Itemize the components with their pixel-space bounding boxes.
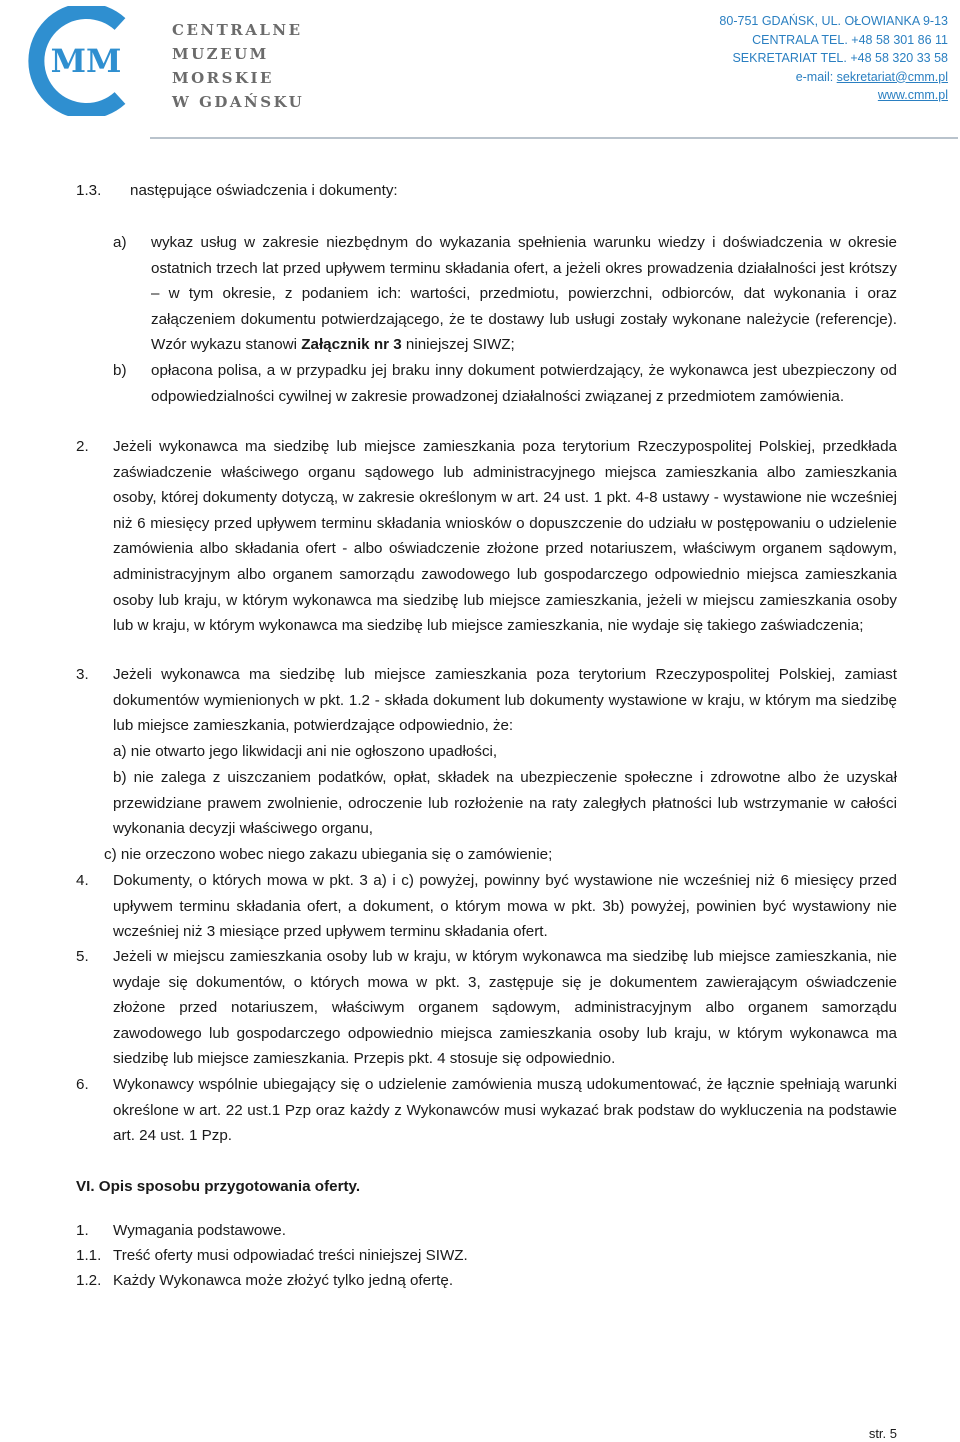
central-phone: CENTRALA TEL. +48 58 301 86 11 <box>752 32 948 47</box>
vi-item-1-text: Wymagania podstawowe. <box>113 1222 286 1239</box>
website-link[interactable]: www.cmm.pl <box>877 88 948 102</box>
address: 80-751 GDAŃSK, UL. OŁOWIANKA 9-13 <box>719 14 948 28</box>
vi-item-1-1-text: Treść oferty musi odpowiadać treści niniejszej SIWZ. <box>113 1247 468 1264</box>
header-divider <box>150 137 958 139</box>
vi-item-1-2-number: 1.2. <box>76 1272 102 1289</box>
point-3-text: Jeżeli wykonawca ma siedzibę lub miejsce zamieszkania poza terytorium Rzeczypospolitej Polskiej, zamiast dokumentów wymienionych w pkt. 1.2 - składa dokument lub dokumenty wystawione w kraju, w którym ma siedzibę lub miejsce zamieszkania, potwierdzające odpowiednio, że: <box>113 666 897 735</box>
point-6-label: 6. <box>76 1076 89 1093</box>
logo-letters: MM <box>50 42 122 80</box>
point-3-sub-c: c) nie orzeczono wobec niego zakazu ubiegania się o zamówienie; <box>104 846 553 863</box>
secretariat-phone: SEKRETARIAT TEL. +48 58 320 33 58 <box>732 51 948 65</box>
point-4-text: Dokumenty, o których mowa w pkt. 3 a) i c) powyżej, powinny być wystawione nie wcześniej niż 6 miesięcy przed upływem terminu składania ofert, a dokument, o którym mowa w pkt. 3b) powyżej, powinien być wystawiony nie wcześniej niż 3 miesiące przed upływem terminu składania ofert. <box>113 872 897 941</box>
item-a-text-part2: niniejszej SIWZ; <box>401 336 515 354</box>
museum-name-line-4: W GDAŃSKU <box>172 93 305 111</box>
cmm-logo-icon <box>20 6 140 116</box>
section-title: następujące oświadczenia i dokumenty: <box>130 182 398 199</box>
section-number: 1.3. <box>76 182 102 199</box>
item-a-label: a) <box>113 234 127 251</box>
point-3-sub-a: a) nie otwarto jego likwidacji ani nie ogłoszono upadłości, <box>113 743 498 760</box>
point-6-text: Wykonawcy wspólnie ubiegający się o udzielenie zamówienia muszą udokumentować, że łącznie spełniają warunki określone w art. 22 ust.1 Pzp oraz każdy z Wykonawców musi wykazać brak podstaw do wykluczenia na podstawie art. 24 ust. 1 Pzp. <box>113 1076 897 1145</box>
point-5-text: Jeżeli w miejscu zamieszkania osoby lub w kraju, w którym wykonawca ma siedzibę lub miejsce zamieszkania, nie wydaje się dokumentów, o których mowa w pkt. 3, zastępuje się je dokumentem zawierającym oświadczenie złożone przed notariuszem, właściwym organem sądowym, administracyjnym albo organem samorządu zawodowego lub gospodarczego odpowiednio miejsca zamieszkania osoby lub kraju, w którym wykonawca ma siedzibę lub miejsce zamieszkania. Przepis pkt. 4 stosuje się odpowiednio. <box>113 948 897 1068</box>
point-4-label: 4. <box>76 872 89 889</box>
email-link[interactable]: sekretariat@cmm.pl <box>836 69 948 84</box>
section-vi-heading: VI. Opis sposobu przygotowania oferty. <box>76 1178 361 1195</box>
email-line <box>588 68 948 87</box>
page-number: str. 5 <box>868 1426 897 1441</box>
point-3-label: 3. <box>76 666 89 683</box>
museum-name-line-3: MORSKIE <box>172 69 274 87</box>
point-2-label: 2. <box>76 438 89 455</box>
item-b-label: b) <box>113 362 127 379</box>
email-label: e-mail: <box>795 69 837 84</box>
item-b-text: opłacona polisa, a w przypadku jej braku inny dokument potwierdzający, że wykonawca jest ubezpieczony od odpowiedzialności cywilnej w zakresie prowadzonej działalności związanej z przedmiotem zamówienia. <box>151 362 897 405</box>
vi-item-1-2-text: Każdy Wykonawca może złożyć tylko jedną ofertę. <box>113 1272 454 1289</box>
point-3-sub-b: b) nie zalega z uiszczaniem podatków, opłat, składek na ubezpieczenie społeczne i zdrowotne albo że uzyskał przewidziane prawem zwolnienie, odroczenie lub rozłożenie na raty zaległych płatności lub wstrzymanie w całości wykonania decyzji właściwego organu, <box>113 769 897 838</box>
point-2-text: Jeżeli wykonawca ma siedzibę lub miejsce zamieszkania poza terytorium Rzeczypospolitej Polskiej, przedkłada zaświadczenie właściwego organu sądowego lub administracyjnego miejsca zamieszkania albo zamieszkania osoby, której dokumenty dotyczą, w zakresie określonym w art. 24 ust. 1 pkt. 4-8 ustawy - wystawione nie wcześniej niż 6 miesięcy przed upływem terminu składania wniosków o dopuszczenie do udziału w postępowaniu o udzielenie zamówienia albo składania ofert - albo oświadczenie złożone przed notariuszem, właściwym organem sądowym, administracyjnym albo organem samorządu zawodowego lub gospodarczego odpowiednio miejsca zamieszkania osoby lub kraju, w którym wykonawca ma siedzibę lub miejsce zamieszkania, jeżeli w miejscu zamieszkania osoby lub w kraju, w którym wykonawca ma siedzibę lub miejsce zamieszkania, nie wydaje się takiego zaświadczenia; <box>113 438 897 635</box>
museum-name-line-1: CENTRALNE <box>172 21 303 39</box>
vi-item-1-number: 1. <box>76 1222 89 1239</box>
vi-item-1-1-number: 1.1. <box>76 1247 102 1264</box>
header-contact <box>588 12 948 105</box>
museum-logo <box>20 6 140 116</box>
item-a-attachment: Załącznik nr 3 <box>301 336 402 354</box>
item-a-text-part1: wykaz usług w zakresie niezbędnym do wykazania spełnienia warunku wiedzy i doświadczenia w okresie ostatnich trzech lat przed upływem terminu składania ofert, a jeżeli okres prowadzenia działalności jest krótszy – w tym okresie, z podaniem ich: wartości, przedmiotu, powierzchni, odbiorców, dat wykonania i oraz załączeniem dokumentu potwierdzającego, że te dostawy lub usługi zostały wykonane należycie (referencje). Wzór wykazu stanowi <box>151 234 897 354</box>
museum-name <box>172 18 372 114</box>
point-5-label: 5. <box>76 948 89 965</box>
museum-name-line-2: MUZEUM <box>172 45 269 63</box>
item-a-text <box>151 230 897 358</box>
